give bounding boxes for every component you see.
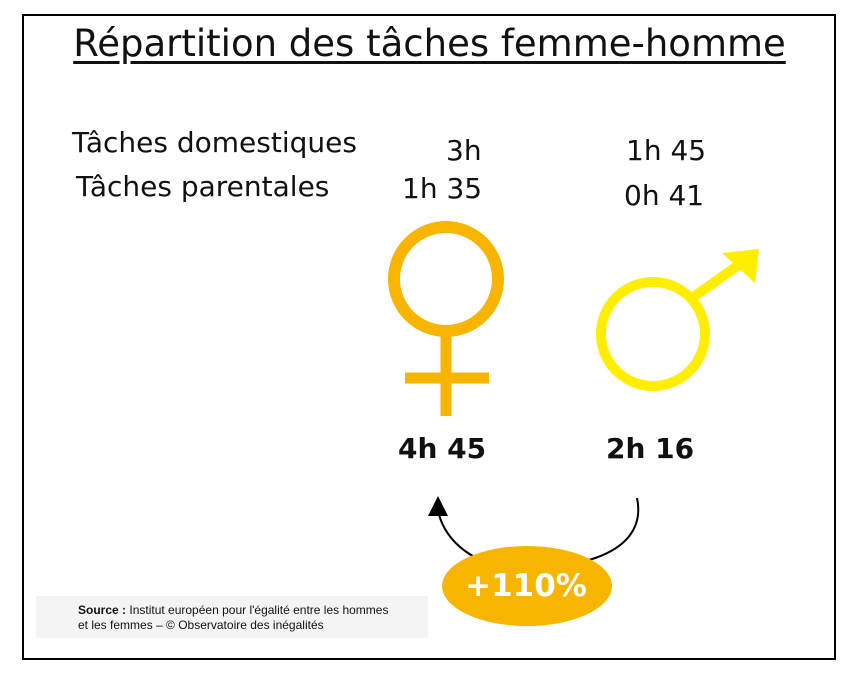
men-parental-value: 0h 41	[624, 179, 705, 212]
page-title: Répartition des tâches femme-homme	[73, 22, 786, 65]
men-total-value: 2h 16	[606, 432, 695, 465]
male-symbol-icon	[601, 249, 759, 386]
women-domestic-value: 3h	[446, 134, 482, 167]
source-line2: et les femmes – © Observatoire des inégalités	[78, 618, 324, 632]
source-prefix: Source :	[78, 603, 127, 617]
female-symbol-icon	[394, 227, 498, 416]
women-total-value: 4h 45	[398, 432, 487, 465]
men-domestic-value: 1h 45	[626, 134, 707, 167]
domestic-tasks-label: Tâches domestiques	[72, 126, 357, 159]
source-line1: Institut européen pour l'égalité entre les hommes	[129, 603, 389, 617]
source-note	[36, 596, 428, 638]
women-parental-value: 1h 35	[402, 172, 483, 205]
percent-difference: +110%	[465, 568, 587, 604]
parental-tasks-label: Tâches parentales	[76, 170, 330, 203]
